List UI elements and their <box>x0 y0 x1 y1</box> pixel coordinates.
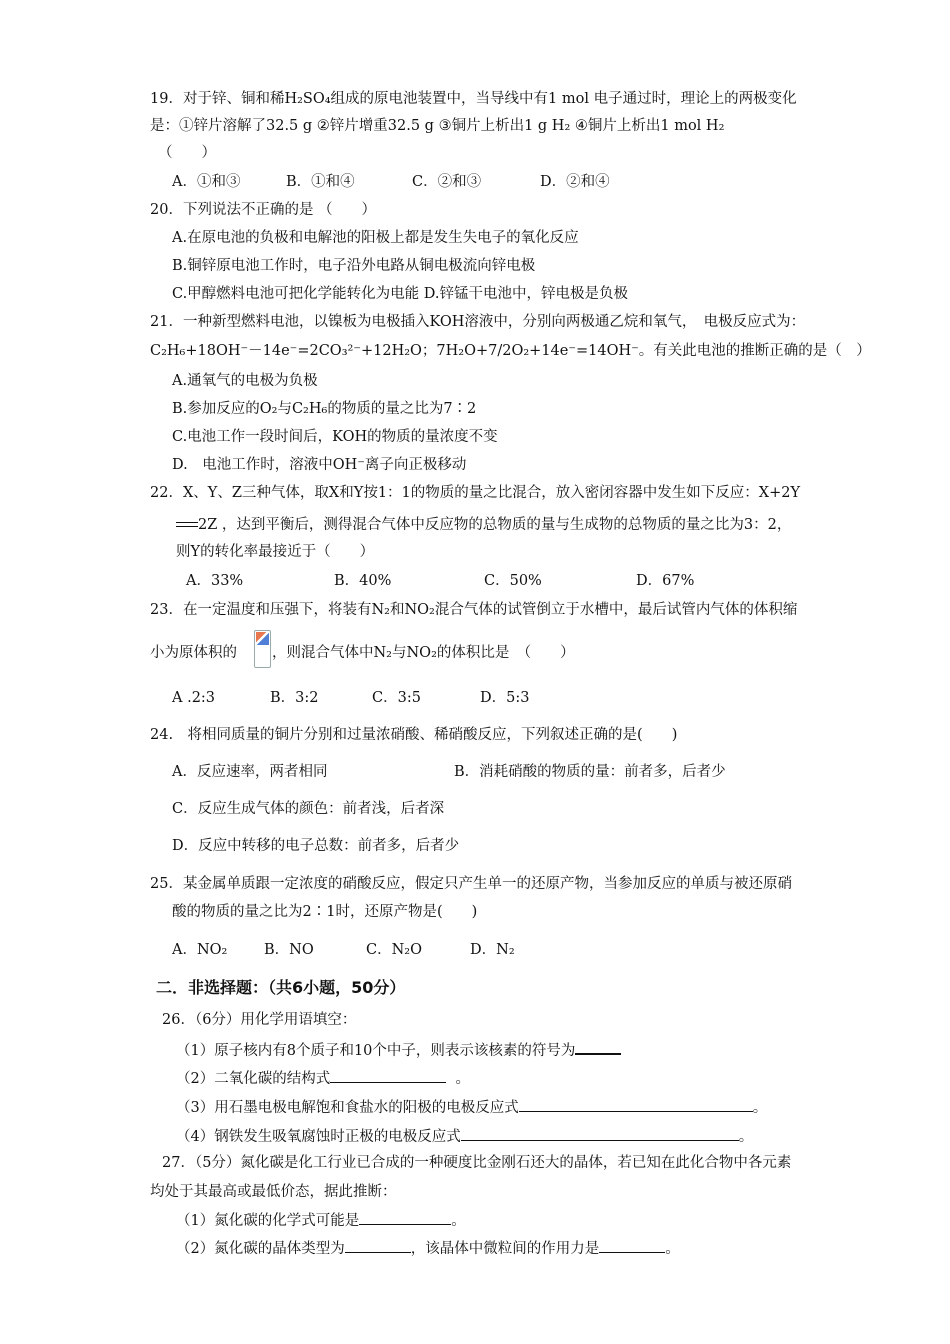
q23-line2b: ，则混合气体中N₂与NO₂的体积比是 （ ） <box>272 645 575 661</box>
q19-answer-paren: （ ） <box>158 145 216 161</box>
q23-line2a: 小为原体积的 <box>150 645 237 661</box>
q19-option-d: D．②和④ <box>540 174 610 190</box>
q22-option-d: D．67% <box>636 573 695 589</box>
q26-part3: （3）用石墨电极电解饱和食盐水的阳极的电极反应式 。 <box>176 1097 767 1118</box>
q22-option-a: A．33% <box>186 573 244 589</box>
q26-part4: （4）钢铁发生吸氧腐蚀时正极的电极反应式 。 <box>176 1126 753 1147</box>
q20-option-cd: C.甲醇燃料电池可把化学能转化为电能 D.锌锰干电池中，锌电极是负极 <box>172 286 629 302</box>
q25-option-a: A．NO₂ <box>172 942 228 958</box>
q23-option-c: C．3:5 <box>372 690 421 706</box>
answer-blank[interactable] <box>599 1238 665 1253</box>
q23-option-a: A .2:3 <box>172 690 216 706</box>
q24-option-c: C．反应生成气体的颜色：前者浅，后者深 <box>172 801 445 817</box>
q27-part1: （1）氮化碳的化学式可能是 。 <box>176 1210 466 1231</box>
q25-line2: 酸的物质的量之比为2∶1时，还原产物是( ) <box>172 904 478 920</box>
q20-option-b: B.铜锌原电池工作时，电子沿外电路从铜电极流向锌电极 <box>172 258 536 274</box>
q27-line1: 27．（5分）氮化碳是化工行业已合成的一种硬度比金刚石还大的晶体，若已知在此化合物中各元素 <box>162 1155 792 1171</box>
q27-part2: （2）氮化碳的晶体类型为 ，该晶体中微粒间的作用力是 。 <box>176 1238 680 1259</box>
answer-blank[interactable] <box>461 1126 739 1141</box>
q20-option-a: A.在原电池的负极和电解池的阳极上都是发生失电子的氧化反应 <box>172 230 579 246</box>
answer-blank[interactable] <box>345 1238 411 1253</box>
answer-blank[interactable] <box>330 1068 446 1083</box>
q24-stem: 24. 将相同质量的铜片分别和过量浓硝酸、稀硝酸反应，下列叙述正确的是( ) <box>150 727 678 743</box>
q27-line2: 均处于其最高或最低价态，据此推断： <box>150 1184 397 1200</box>
q23-line1: 23．在一定温度和压强下，将装有N₂和NO₂混合气体的试管倒立于水槽中，最后试管内气体的体积缩 <box>150 602 798 618</box>
q21-equations: C₂H₆+18OH⁻－14e⁻=2CO₃²⁻+12H₂O；7H₂O+7/2O₂+14e⁻=14OH⁻。有关此电池的推断正确的是（ ） <box>150 343 871 359</box>
q24-option-b: B．消耗硝酸的物质的量：前者多，后者少 <box>454 764 726 780</box>
q26-stem: 26．（6分）用化学用语填空： <box>162 1012 357 1028</box>
q23-option-b: B．3:2 <box>270 690 319 706</box>
missing-fraction-image-icon <box>254 630 271 668</box>
q21-option-c: C.电池工作一段时间后，KOH的物质的量浓度不变 <box>172 429 498 445</box>
q19-line1: 19．对于锌、铜和稀H₂SO₄组成的原电池装置中，当导线中有1 mol 电子通过时，理论上的两极变化 <box>150 91 797 107</box>
q25-line1: 25．某金属单质跟一定浓度的硝酸反应，假定只产生单一的还原产物，当参加反应的单质与被还原硝 <box>150 876 792 892</box>
q22-line3: 则Y的转化率最接近于（ ） <box>176 544 375 560</box>
q19-option-b: B．①和④ <box>286 174 355 190</box>
q21-option-d: D. 电池工作时，溶液中OH⁻离子向正极移动 <box>172 457 467 473</box>
answer-blank[interactable] <box>359 1210 451 1225</box>
q23-option-d: D．5:3 <box>480 690 530 706</box>
q19-line2: 是：①锌片溶解了32.5 g ②锌片增重32.5 g ③铜片上析出1 g H₂ ④铜片上析出1 mol H₂ <box>150 118 725 134</box>
equilibrium-arrow-icon <box>176 520 198 530</box>
q26-part1: （1）原子核内有8个质子和10个中子，则表示该核素的符号为 <box>176 1039 621 1061</box>
q22-option-c: C．50% <box>484 573 542 589</box>
q19-option-a: A．①和③ <box>172 174 241 190</box>
q22-line1: 22．X、Y、Z三种气体，取X和Y按1：1的物质的量之比混合，放入密闭容器中发生如下反应：X+2Y <box>150 485 801 501</box>
q26-part2: （2）二氧化碳的结构式 。 <box>176 1068 470 1089</box>
q22-option-b: B．40% <box>334 573 392 589</box>
section-title: 二．非选择题：（共6小题，50分） <box>156 978 406 997</box>
q19-option-c: C．②和③ <box>412 174 482 190</box>
q25-option-d: D．N₂ <box>470 942 515 958</box>
q24-option-a: A．反应速率，两者相同 <box>172 764 328 780</box>
answer-blank[interactable] <box>519 1097 753 1112</box>
q20-stem: 20．下列说法不正确的是 （ ） <box>150 202 377 218</box>
q21-option-a: A.通氧气的电极为负极 <box>172 373 318 389</box>
q25-option-c: C．N₂O <box>366 942 422 958</box>
answer-blank[interactable] <box>575 1039 621 1055</box>
q21-option-b: B.参加反应的O₂与C₂H₆的物质的量之比为7∶2 <box>172 401 477 417</box>
q22-line2: 2Z ，达到平衡后，测得混合气体中反应物的总物质的量与生成物的总物质的量之比为3：2， <box>176 515 791 535</box>
q25-option-b: B．NO <box>264 942 314 958</box>
q21-line1: 21．一种新型燃料电池，以镍板为电极插入KOH溶液中，分别向两极通乙烷和氧气， 电极反应式为： <box>150 314 806 330</box>
q24-option-d: D．反应中转移的电子总数：前者多，后者少 <box>172 838 460 854</box>
